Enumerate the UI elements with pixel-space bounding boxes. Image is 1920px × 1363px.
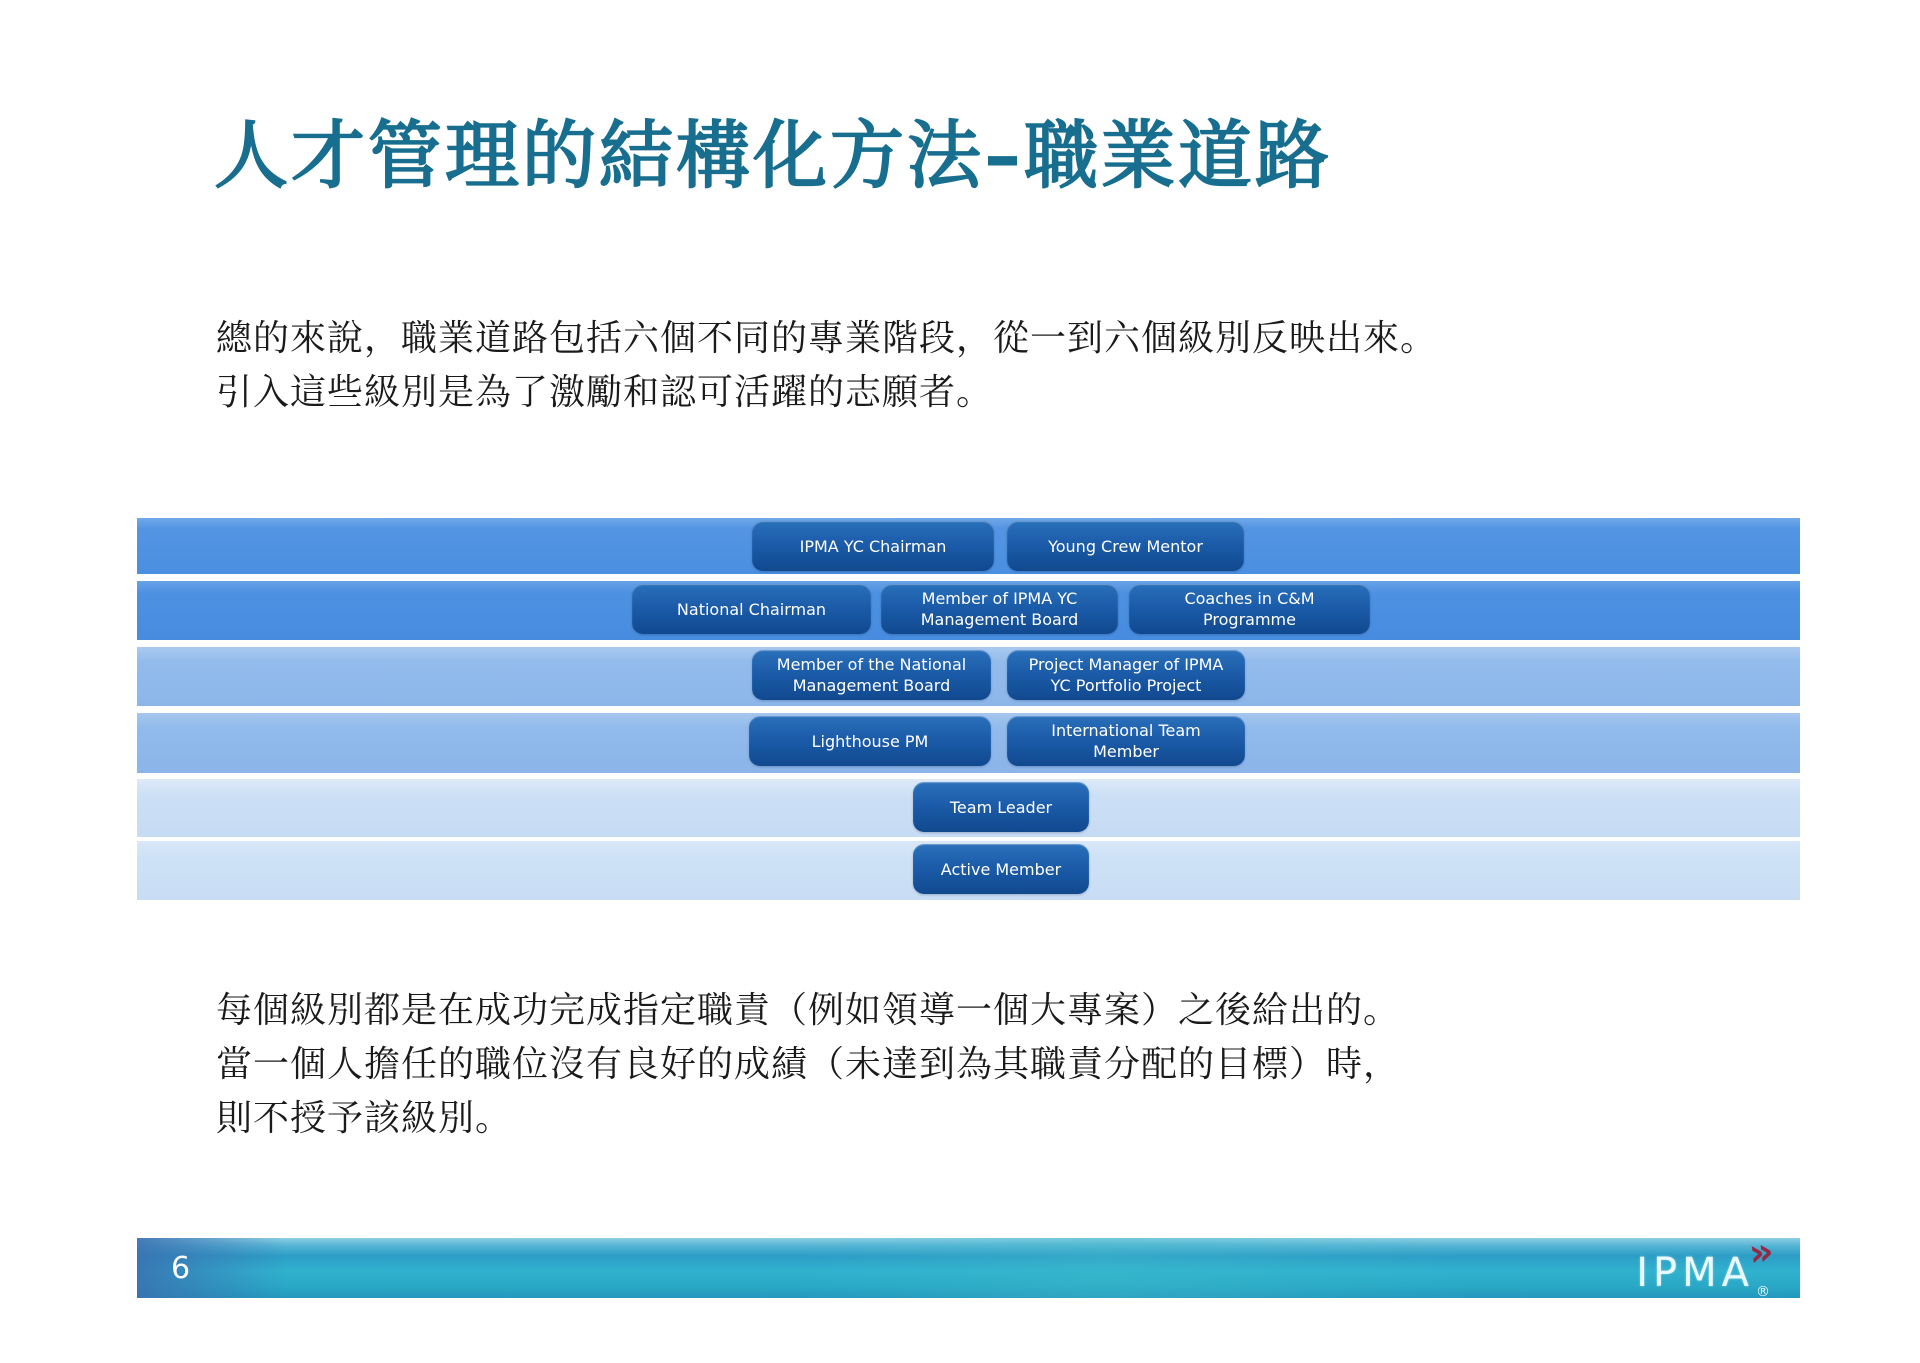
diagram-node: Active Member [913,844,1089,894]
intro-line: 總的來說，職業道路包括六個不同的專業階段，從一到六個級別反映出來。 [216,318,1438,359]
outro-line: 則不授予該級別。 [216,1098,513,1139]
intro-line: 引入這些級別是為了激勵和認可活躍的志願者。 [216,372,994,413]
diagram-node: Lighthouse PM [749,716,991,766]
diagram-node: Member of the National Management Board [752,650,991,700]
page-number: 6 [171,1251,191,1286]
footer-bar [137,1228,1800,1300]
diagram-node: Team Leader [913,782,1089,832]
diagram-node: Member of IPMA YC Management Board [881,584,1118,634]
registered-trademark-icon: ® [1756,1284,1770,1300]
ipma-logo [1636,1228,1773,1300]
career-path-diagram [137,518,1800,901]
diagram-node: National Chairman [632,584,871,634]
outro-line: 每個級別都是在成功完成指定職責（例如領導一個大專案）之後給出的。 [216,990,1401,1031]
intro-paragraph [216,312,1776,420]
diagram-node: International Team Member [1007,716,1245,766]
diagram-node: IPMA YC Chairman [752,521,994,571]
diagram-node: Young Crew Mentor [1007,521,1244,571]
ipma-logo-text: IPMA [1636,1250,1754,1296]
outro-line: 當一個人擔任的職位沒有良好的成績（未達到為其職責分配的目標）時， [216,1044,1401,1085]
diagram-node: Coaches in C&M Programme [1129,584,1370,634]
chevron-right-icon: » [1746,1228,1773,1276]
slide-title: 人才管理的結構化方法–職業道路 [214,113,1332,199]
diagram-node: Project Manager of IPMA YC Portfolio Project [1007,650,1245,700]
outro-paragraph [216,984,1776,1146]
